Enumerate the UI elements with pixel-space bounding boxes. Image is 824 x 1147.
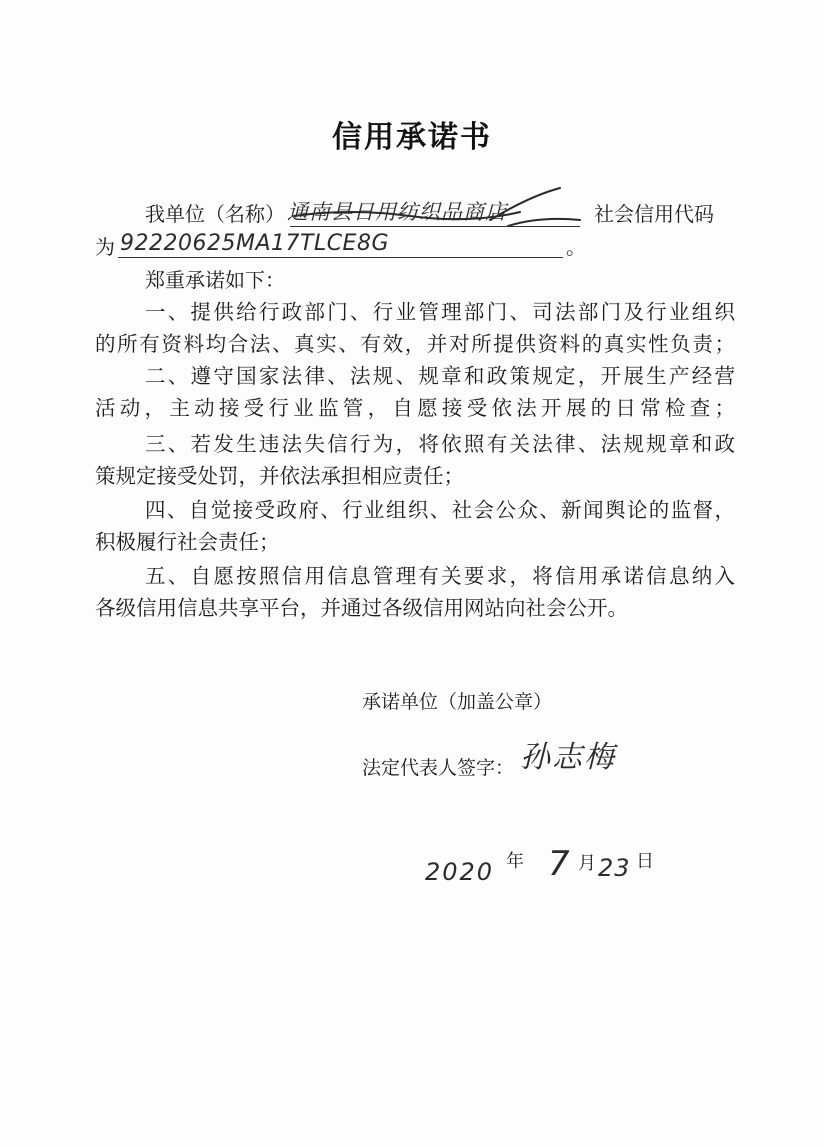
code-prefix: 为 [95, 235, 115, 259]
date-month-label: 月 [578, 853, 596, 874]
intro-prefix: 我单位（名称） [145, 202, 285, 226]
date-month-handwritten: 7 [548, 844, 570, 884]
promise-unit-label: 承诺单位（加盖公章） [362, 691, 553, 713]
unit-name-handwritten: 通南县日用纺织品商店 [287, 200, 507, 224]
legal-rep-signature: 孙志梅 [520, 740, 616, 775]
legal-rep-label: 法定代表人签字： [362, 757, 515, 779]
item-2-line-1: 二、遵守国家法律、法规、规章和政策规定，开展生产经营 [145, 364, 735, 388]
item-1-line-2: 的所有资料均合法、真实、有效，并对所提供资料的真实性负责； [95, 332, 735, 356]
item-2-line-2: 活动，主动接受行业监管，自愿接受依法开展的日常检查； [95, 396, 735, 420]
promise-intro: 郑重承诺如下： [145, 268, 285, 292]
intro-suffix: 社会信用代码 [594, 202, 714, 226]
date-day-handwritten: 23 [598, 854, 631, 882]
item-5-line-2: 各级信用信息共享平台，并通过各级信用网站向社会公开。 [95, 596, 628, 620]
item-5-line-1: 五、自愿按照信用信息管理有关要求，将信用承诺信息纳入 [145, 564, 735, 588]
item-1-line-1: 一、提供给行政部门、行业管理部门、司法部门及行业组织 [145, 300, 735, 324]
item-4-line-2: 积极履行社会责任； [95, 530, 280, 554]
date-year-label: 年 [506, 851, 524, 872]
credit-code-handwritten: 92220625MA17TLCE8G [120, 231, 390, 256]
item-3-line-2: 策规定接受处罚，并依法承担相应责任； [95, 464, 464, 488]
code-end: 。 [566, 235, 586, 259]
date-year-handwritten: 2020 [425, 858, 495, 886]
document-title: 信用承诺书 [332, 120, 492, 155]
item-4-line-1: 四、自觉接受政府、行业组织、社会公众、新闻舆论的监督， [145, 498, 735, 522]
credit-code-underline [118, 257, 563, 258]
item-3-line-1: 三、若发生违法失信行为，将依照有关法律、法规规章和政 [145, 432, 735, 456]
date-day-label: 日 [636, 851, 654, 872]
